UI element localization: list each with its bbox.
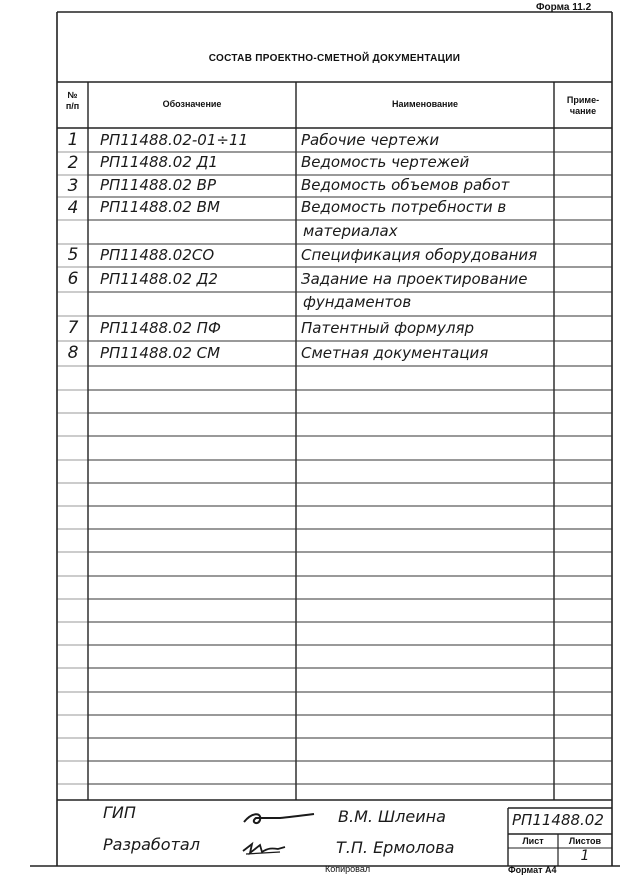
signature-2: [240, 838, 288, 858]
row-designation: РП11488.02 Д1: [100, 153, 218, 171]
row-designation: РП11488.02 Д2: [100, 270, 218, 288]
row-name: Сметная документация: [301, 344, 489, 362]
row-num: 1: [67, 130, 79, 150]
row-num: 6: [67, 269, 79, 289]
person-chief-engineer: В.М. Шлеина: [338, 807, 446, 826]
person-developer: Т.П. Ермолова: [336, 838, 455, 857]
row-num: 4: [67, 198, 79, 218]
row-num: 8: [67, 343, 79, 363]
row-num: 3: [67, 176, 79, 196]
row-designation: РП11488.02 СМ: [100, 344, 221, 362]
row-num: 2: [67, 153, 79, 173]
role-chief-engineer: ГИП: [103, 803, 136, 822]
header-num: № п/п: [65, 90, 80, 111]
form-label: Форма 11.2: [536, 2, 592, 13]
row-name: Ведомость чертежей: [301, 153, 470, 171]
header-note: Приме- чание: [566, 95, 600, 116]
row-name: Патентный формуляр: [301, 319, 474, 337]
document-code: РП11488.02: [512, 811, 604, 829]
signature-1: [240, 806, 318, 830]
sheets-value: 1: [580, 848, 590, 864]
sheet-label: Лист: [522, 836, 544, 846]
copied-label: Копировал: [325, 864, 371, 874]
row-name: Ведомость объемов работ: [301, 176, 510, 194]
role-developer: Разработал: [103, 835, 200, 854]
page-title: СОСТАВ ПРОЕКТНО-СМЕТНОЙ ДОКУМЕНТАЦИИ: [208, 53, 461, 64]
sheets-label: Листов: [568, 836, 602, 846]
row-num: 7: [67, 318, 79, 338]
row-designation: РП11488.02 ПФ: [100, 319, 221, 337]
row-name: Рабочие чертежи: [301, 131, 440, 149]
row-designation: РП11488.02 ВМ: [100, 198, 220, 216]
row-name-continuation: материалах: [303, 222, 398, 240]
header-designation: Обозначение: [162, 99, 222, 109]
format-label: Формат А4: [508, 865, 557, 875]
row-num: 5: [67, 245, 79, 265]
row-name-continuation: фундаментов: [303, 293, 412, 311]
row-designation: РП11488.02СО: [100, 246, 215, 264]
header-name: Наименование: [391, 99, 459, 109]
row-name: Ведомость потребности в: [301, 198, 507, 216]
row-name: Задание на проектирование: [301, 270, 528, 288]
row-designation: РП11488.02-01÷11: [100, 131, 249, 149]
row-name: Спецификация оборудования: [301, 246, 538, 264]
row-designation: РП11488.02 ВР: [100, 176, 217, 194]
